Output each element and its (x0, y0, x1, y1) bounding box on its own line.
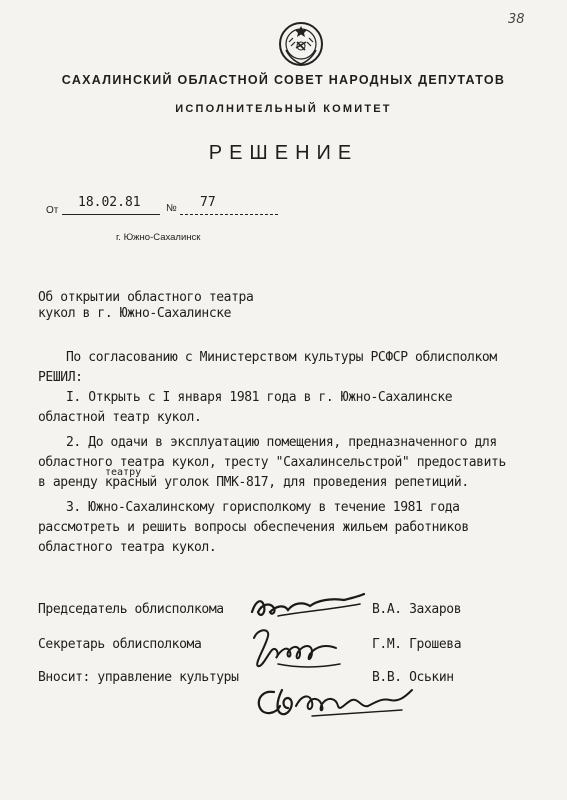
page-number: 38 (508, 12, 525, 27)
item-1-line-2: областной театр кукол. (38, 410, 202, 425)
item-3-line-1: 3. Южно-Сахалинскому горисполкому в течение 1981 года (66, 500, 460, 515)
item-1-line-1: I. Открыть с I января 1981 года в г. Южно-Сахалинске (66, 390, 453, 405)
item-2-line-1: 2. До одачи в эксплуатацию помещения, предназначенного для (66, 435, 497, 450)
item-2-line-2: областного театра кукол, тресту "Сахалинсельстрой" предоставить (38, 455, 506, 470)
signatory-name-submitter: В.В. Оськин (372, 670, 454, 685)
submitter-signature (252, 680, 422, 724)
document-date: 18.02.81 (78, 195, 141, 210)
document-title: РЕШЕНИЕ (208, 142, 359, 164)
subject-line-1: Об открытии областного театра (38, 290, 254, 305)
item-3-line-2: рассмотреть и решить вопросы обеспечения жильем работников (38, 520, 469, 535)
issue-place: г. Южно-Сахалинск (116, 232, 201, 243)
date-label: От (46, 205, 59, 216)
number-underline (180, 198, 278, 215)
number-label: № (166, 203, 177, 214)
committee-heading: ИСПОЛНИТЕЛЬНЫЙ КОМИТЕТ (175, 103, 392, 115)
council-heading: САХАЛИНСКИЙ ОБЛАСТНОЙ СОВЕТ НАРОДНЫХ ДЕПУТАТОВ (61, 73, 506, 87)
signatory-role-secretary: Секретарь облисполкома (38, 637, 202, 652)
signatory-name-secretary: Г.М. Грошева (372, 637, 462, 652)
chairman-signature (248, 590, 368, 626)
secretary-signature (248, 624, 348, 674)
document-number: 77 (200, 195, 216, 210)
preamble: По согласованию с Министерством культуры РСФСР облисполком (66, 350, 497, 365)
item-2-inserted-word: театру (105, 467, 142, 478)
item-2-line-3: в аренду красный уголок ПМК-817, для проведения репетиций. (38, 475, 469, 490)
subject-line-2: кукол в г. Южно-Сахалинске (38, 306, 232, 321)
signatory-role-submitter: Вносит: управление культуры (38, 670, 239, 685)
signatory-role-chairman: Председатель облисполкома (38, 602, 224, 617)
resolved-label: РЕШИЛ: (38, 370, 83, 385)
item-3-line-3: областного театра кукол. (38, 540, 217, 555)
signatory-name-chairman: В.А. Захаров (372, 602, 462, 617)
state-emblem-icon (277, 20, 325, 68)
